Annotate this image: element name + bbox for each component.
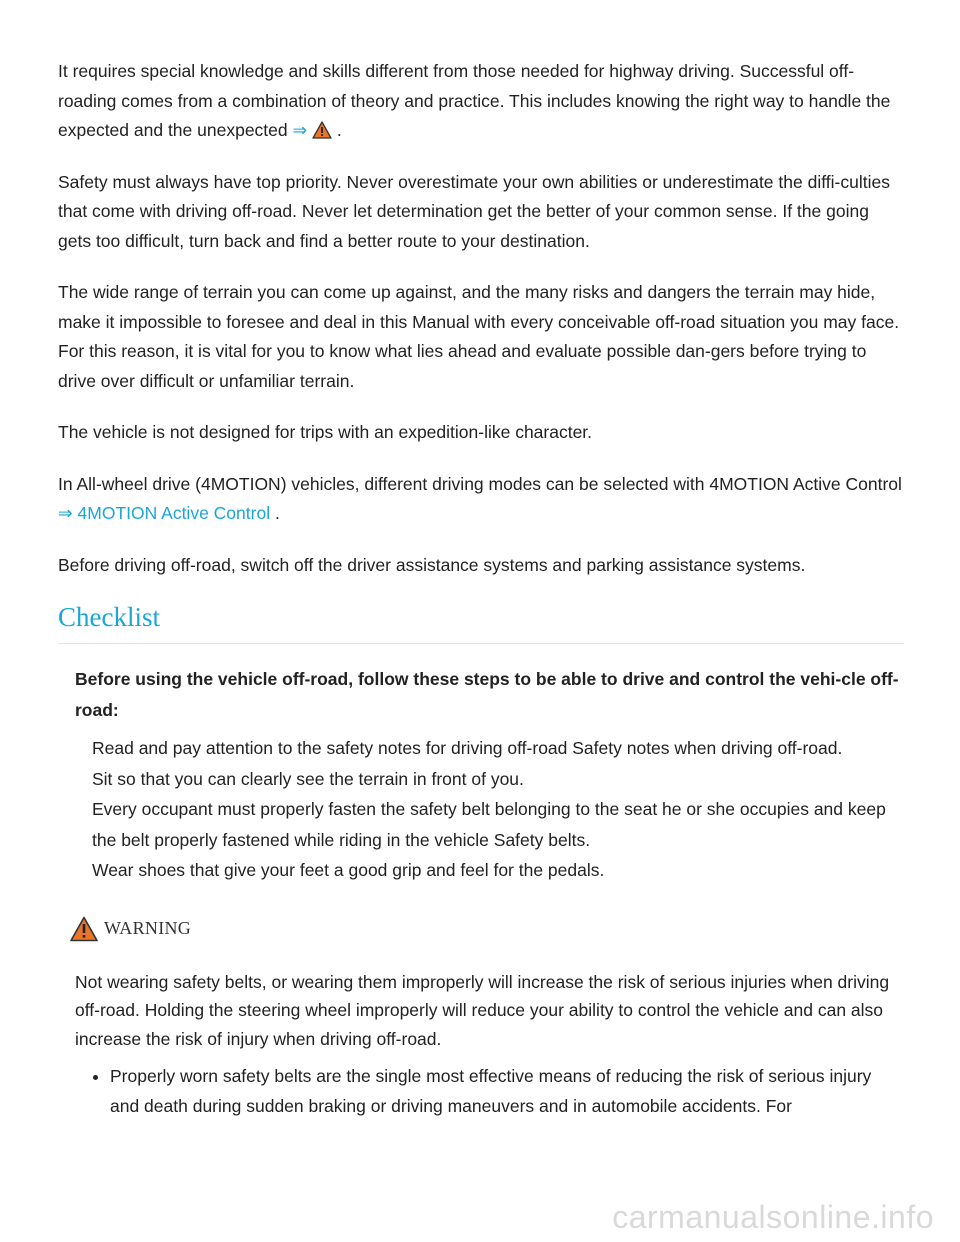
warning-bullet: • Properly worn safety belts are the single most effective means of reducing the risk of serious injury and death during sudden braking or driving maneuvers and in automobile accidents. For	[110, 1061, 900, 1121]
checklist-step: Every occupant must properly fasten the safety belt belonging to the seat he or she occupies and keep the belt properly fastened while riding in the vehicle Safety belts.	[92, 799, 886, 850]
paragraph-expedition: The vehicle is not designed for trips with an expedition-like character.	[58, 422, 593, 442]
4motion-active-control-link[interactable]: ⇒ 4MOTION Active Control	[58, 503, 271, 523]
paragraph-text-end: .	[270, 503, 280, 523]
warning-header	[70, 916, 904, 942]
paragraph-safety-priority: Safety must always have top priority. Never overestimate your own abilities or underestimate the diffi-culties that come with driving off-road. Never let determination get the better of your common sense. If the going gets too difficult, turn back and find a better route to your destination.	[58, 171, 890, 251]
paragraph-text: It requires special knowledge and skills different from those needed for highway driving. Successful off-roading comes from a combination of theory and practice. This includes knowing the right way to handle the expected and the unexpected	[58, 61, 891, 140]
checklist-heading: Checklist	[58, 602, 904, 644]
checklist-intro: Before using the vehicle off-road, follow these steps to be able to drive and control the vehi-cle off-road:	[75, 669, 899, 720]
checklist-step: Sit so that you can clearly see the terrain in front of you.	[92, 768, 524, 789]
checklist-step: Wear shoes that give your feet a good grip and feel for the pedals.	[92, 860, 605, 880]
warning-triangle-icon	[312, 121, 332, 139]
paragraph-assistance-off: Before driving off-road, switch off the driver assistance systems and parking assistance systems.	[58, 554, 806, 575]
paragraph-text-end: .	[332, 120, 342, 140]
warning-box	[70, 916, 904, 1122]
paragraph-text: In All-wheel drive (4MOTION) vehicles, different driving modes can be selected with 4MOTION Active Control	[58, 473, 902, 494]
checklist-steps	[92, 733, 904, 886]
paragraph-offroad-skills	[58, 57, 904, 146]
warning-reference-link[interactable]	[293, 120, 333, 140]
watermark: carmanualsonline.info	[612, 1199, 934, 1235]
warning-bullets	[92, 1061, 904, 1121]
paragraph-4motion	[58, 470, 904, 529]
warning-triangle-icon	[70, 916, 98, 942]
paragraph-terrain-risks: The wide range of terrain you can come up against, and the many risks and dangers the terrain may hide, make it impossible to foresee and deal in this Manual with every conceivable off-road situation you may face. For this reason, it is vital for you to know what lies ahead and evaluate possible dan-gers before trying to drive over difficult or unfamiliar terrain.	[58, 282, 900, 391]
warning-text: Not wearing safety belts, or wearing them improperly will increase the risk of serious injuries when driving off-road. Holding the steering wheel improperly will reduce your ability to control the vehicle and can also increase the risk of injury when driving off-road.	[75, 971, 890, 1049]
manual-page	[58, 57, 904, 1121]
reference-arrow: ⇒	[292, 120, 308, 140]
checklist-step: Read and pay attention to the safety notes for driving off-road Safety notes when driving off-road.	[92, 738, 843, 758]
warning-title: WARNING	[104, 918, 192, 938]
checklist-block	[75, 664, 904, 886]
